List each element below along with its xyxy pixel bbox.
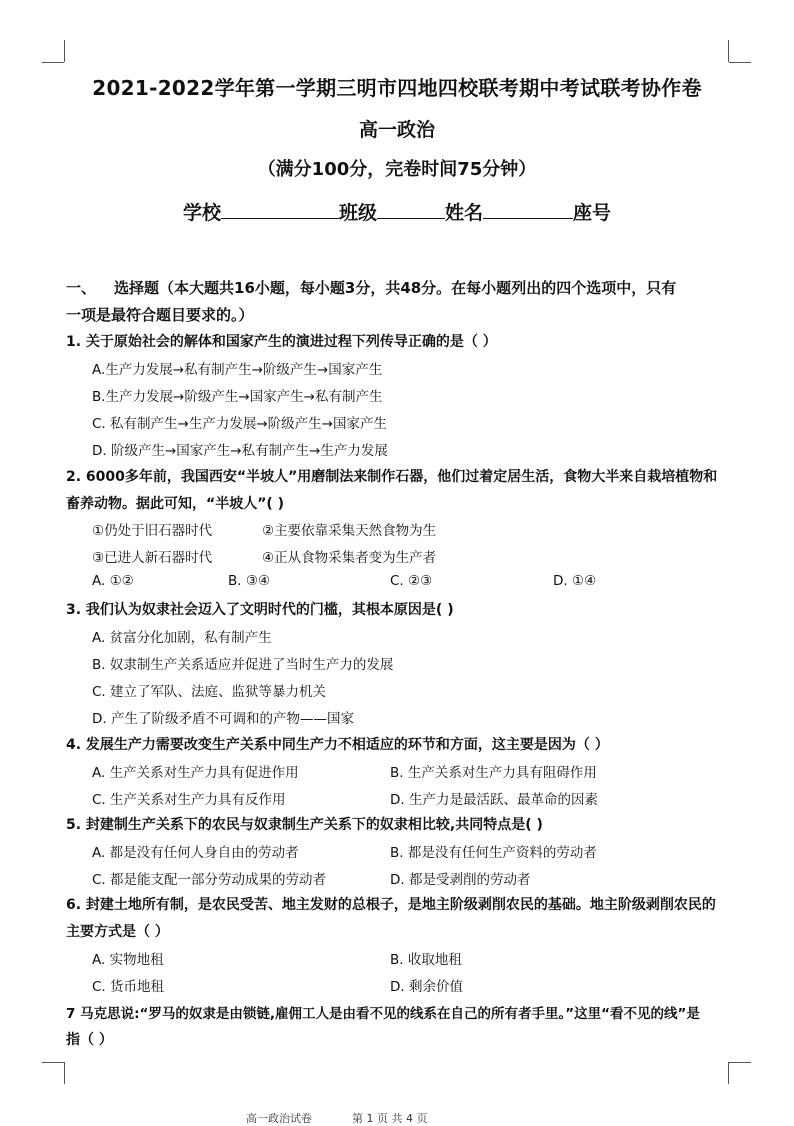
class-label: 班级	[338, 202, 377, 224]
q1-option-d: D. 阶级产生→国家产生→私有制产生→生产力发展	[92, 443, 388, 459]
q5-option-d: D. 都是受剥削的劳动者	[390, 872, 531, 888]
q4-option-c: C. 生产关系对生产力具有反作用	[92, 792, 286, 808]
footer-page-number: 第 1 页 共 4 页	[352, 1112, 428, 1125]
q6-stem-line1: 6. 封建土地所有制，是农民受苦、地主发财的总根子，是地主阶级剥削农民的基础。地主阶级剥削农民的	[66, 897, 716, 913]
class-blank[interactable]	[377, 200, 445, 219]
q2-stem-line1: 2. 6000多年前，我国西安“半坡人”用磨制法来制作石器，他们过着定居生活，食物大半来自栽培植物和	[66, 469, 718, 485]
section-heading-line1: 选择题（本大题共16小题，每小题3分，共48分。在每小题列出的四个选项中，只有	[114, 279, 677, 297]
crop-mark-bottom-right	[728, 1062, 729, 1084]
q1-option-b: B.生产力发展→阶级产生→国家产生→私有制产生	[92, 389, 383, 405]
section-heading-line2: 一项是最符合题目要求的。）	[66, 306, 254, 324]
name-label: 姓名	[445, 202, 484, 224]
q6-stem-line2: 主要方式是（ ）	[66, 924, 169, 940]
q2-statement-4: ④正从食物采集者变为生产者	[262, 550, 437, 566]
crop-mark-top-left	[42, 62, 64, 63]
q6-option-a: A. 实物地租	[92, 952, 164, 968]
q5-option-b: B. 都是没有任何生产资料的劳动者	[390, 845, 597, 861]
q2-statement-1: ①仍处于旧石器时代	[92, 523, 213, 539]
q1-option-a: A.生产力发展→私有制产生→阶级产生→国家产生	[92, 362, 383, 378]
exam-subject: 高一政治	[358, 119, 435, 141]
school-blank[interactable]	[221, 200, 339, 219]
q4-option-d: D. 生产力是最活跃、最革命的因素	[390, 792, 598, 808]
q6-option-b: B. 收取地租	[390, 952, 462, 968]
school-label: 学校	[182, 202, 221, 224]
q4-option-a: A. 生产关系对生产力具有促进作用	[92, 765, 299, 781]
crop-mark-top-right	[728, 40, 729, 62]
q7-stem-line2: 指（ ）	[66, 1032, 113, 1048]
q3-option-a: A. 贫富分化加剧，私有制产生	[92, 630, 272, 646]
q3-option-c: C. 建立了军队、法庭、监狱等暴力机关	[92, 684, 327, 700]
q2-statement-2: ②主要依靠采集天然食物为生	[262, 523, 437, 539]
q2-option-b: B. ③④	[228, 573, 271, 589]
student-info-line	[0, 198, 794, 225]
exam-title: 2021-2022学年第一学期三明市四地四校联考期中考试联考协作卷	[92, 76, 702, 100]
exam-note: （满分100分，完卷时间75分钟）	[257, 159, 537, 180]
q7-stem-line1: 7 马克思说:“罗马的奴隶是由锁链,雇佣工人是由看不见的线系在自己的所有者手里。”这里“看不见的线”是	[66, 1006, 700, 1022]
q5-option-a: A. 都是没有任何人身自由的劳动者	[92, 845, 299, 861]
section-number: 一、	[66, 279, 97, 297]
q1-option-c: C. 私有制产生→生产力发展→阶级产生→国家产生	[92, 416, 387, 432]
crop-mark-bottom-left	[64, 1062, 65, 1084]
q4-stem: 4. 发展生产力需要改变生产关系中同生产力不相适应的环节和方面，这主要是因为（ ）	[66, 737, 609, 753]
q5-stem: 5. 封建制生产关系下的农民与奴隶制生产关系下的奴隶相比较,共同特点是( )	[66, 817, 543, 833]
crop-mark-top-left	[64, 40, 65, 62]
q4-option-b: B. 生产关系对生产力具有阻碍作用	[390, 765, 597, 781]
name-blank[interactable]	[483, 200, 573, 219]
q1-stem: 1. 关于原始社会的解体和国家产生的演进过程下列传导正确的是（ ）	[66, 334, 497, 350]
q2-option-c: C. ②③	[390, 573, 433, 589]
q6-option-c: C. 货币地租	[92, 979, 165, 995]
q5-option-c: C. 都是能支配一部分劳动成果的劳动者	[92, 872, 327, 888]
q3-stem: 3. 我们认为奴隶社会迈入了文明时代的门槛，其根本原因是( )	[66, 602, 454, 618]
footer-subject: 高一政治试卷	[246, 1112, 312, 1125]
q3-option-d: D. 产生了阶级矛盾不可调和的产物——国家	[92, 711, 354, 727]
crop-mark-top-right	[729, 62, 751, 63]
q2-statement-3: ③已进人新石器时代	[92, 550, 213, 566]
q2-option-d: D. ①④	[553, 573, 597, 589]
q2-stem-line2: 畜养动物。据此可知，“半坡人”( )	[66, 496, 285, 512]
crop-mark-bottom-right	[729, 1062, 751, 1063]
seat-label: 座号	[573, 202, 612, 224]
q2-option-a: A. ①②	[92, 573, 134, 589]
q3-option-b: B. 奴隶制生产关系适应并促进了当时生产力的发展	[92, 657, 394, 673]
q6-option-d: D. 剩余价值	[390, 979, 463, 995]
crop-mark-bottom-left	[42, 1062, 64, 1063]
